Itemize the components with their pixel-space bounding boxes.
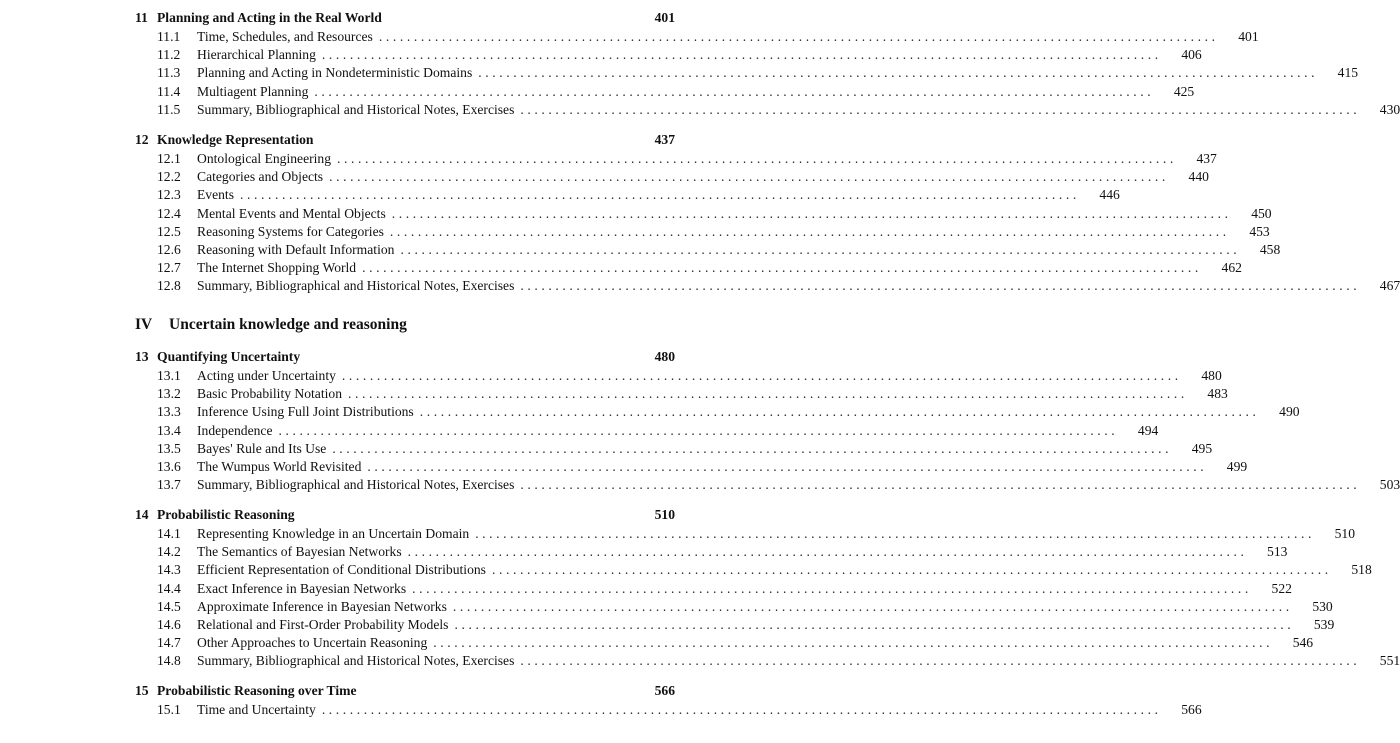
- part-heading: [135, 316, 407, 334]
- section-number: 14.3: [157, 562, 181, 578]
- chapter-page: 510: [654, 507, 675, 522]
- section-entry: [135, 368, 1222, 386]
- section-title: Summary, Bibliographical and Historical Notes, Exercises: [197, 653, 515, 669]
- section-title: Basic Probability Notation: [197, 386, 342, 402]
- section-number: 14.6: [157, 616, 181, 632]
- chapter-number: 15: [135, 683, 149, 698]
- section-number: 14.1: [157, 526, 181, 541]
- section-entry: [135, 223, 1270, 242]
- section-page: 566: [1181, 702, 1202, 717]
- section-entry: [135, 440, 1213, 459]
- section-number: 14.7: [157, 635, 181, 651]
- section-entry: [135, 278, 1400, 296]
- section-number: 13.2: [157, 386, 181, 402]
- chapter-title: Probabilistic Reasoning over Time: [157, 683, 357, 698]
- section-number: 12.1: [157, 151, 181, 166]
- leader-dots: ........................................................................................................................: [321, 702, 1162, 717]
- leader-dots: ........................................................................................................................: [329, 169, 1169, 185]
- section-number: 12.5: [157, 223, 181, 239]
- section-page: 415: [1337, 65, 1359, 81]
- section-title: The Wumpus World Revisited: [197, 458, 362, 474]
- section-page: 440: [1188, 169, 1209, 185]
- section-title: Multiagent Planning: [197, 83, 309, 99]
- section-page: 551: [1379, 653, 1400, 669]
- section-page: 522: [1271, 580, 1292, 596]
- section-number: 12.3: [157, 187, 181, 203]
- section-number: 15.1: [157, 702, 181, 717]
- chapter-14: [135, 507, 1400, 672]
- section-title: Bayes' Rule and Its Use: [197, 440, 327, 456]
- section-page: 503: [1379, 477, 1400, 493]
- section-title: Reasoning with Default Information: [197, 241, 395, 257]
- leader-dots: ........................................................................................................................: [400, 241, 1241, 257]
- leader-dots: ........................................................................................................................: [332, 440, 1173, 456]
- section-entry: [135, 635, 1314, 653]
- chapter-heading: [135, 349, 675, 368]
- leader-dots: ........................................................................................................................: [452, 598, 1293, 614]
- part-number: IV: [135, 316, 153, 333]
- section-page: 518: [1351, 562, 1372, 578]
- leader-dots: ........................................................................................................................: [454, 616, 1295, 632]
- section-title: Summary, Bibliographical and Historical Notes, Exercises: [197, 278, 515, 294]
- section-number: 11.5: [157, 101, 181, 117]
- leader-dots: ........................................................................................................................: [520, 278, 1361, 294]
- section-number: 12.2: [157, 169, 181, 185]
- chapter-title: Probabilistic Reasoning: [157, 507, 295, 522]
- section-page: 530: [1312, 598, 1333, 614]
- section-title: Relational and First-Order Probability Models: [197, 616, 449, 632]
- section-entry: [135, 422, 1159, 441]
- section-entry: [135, 205, 1272, 224]
- section-page: 453: [1249, 223, 1270, 239]
- section-page: 425: [1173, 83, 1195, 99]
- section-title: Exact Inference in Bayesian Networks: [197, 580, 407, 596]
- section-page: 494: [1137, 422, 1159, 438]
- section-title: Approximate Inference in Bayesian Networks: [197, 598, 447, 614]
- chapter-page: 401: [654, 10, 675, 25]
- leader-dots: ........................................................................................................................: [348, 386, 1188, 402]
- section-page: 401: [1238, 29, 1259, 44]
- section-number: 12.4: [157, 205, 181, 221]
- leader-dots: ........................................................................................................................: [314, 83, 1155, 99]
- section-entry: [135, 386, 1228, 404]
- section-number: 12.7: [157, 260, 181, 276]
- section-page: 490: [1279, 404, 1300, 420]
- section-page: 546: [1292, 635, 1314, 651]
- leader-dots: ........................................................................................................................: [433, 635, 1274, 651]
- chapter-number: 11: [135, 10, 148, 25]
- section-number: 11.3: [157, 65, 181, 81]
- section-title: Independence: [197, 422, 273, 438]
- leader-dots: ........................................................................................................................: [367, 458, 1208, 474]
- section-title: The Semantics of Bayesian Networks: [197, 544, 402, 560]
- section-entry: [135, 187, 1120, 205]
- leader-dots: ........................................................................................................................: [491, 562, 1332, 578]
- section-page: 458: [1259, 241, 1281, 257]
- leader-dots: ........................................................................................................................: [278, 422, 1119, 438]
- chapter-heading: [135, 683, 675, 702]
- section-entry: [135, 702, 1202, 720]
- section-number: 13.1: [157, 368, 181, 383]
- chapter-number: 12: [135, 132, 149, 147]
- section-title: Efficient Representation of Conditional Distributions: [197, 562, 486, 578]
- section-title: Time and Uncertainty: [197, 702, 316, 717]
- section-entry: [135, 598, 1333, 617]
- chapter-page: 566: [654, 683, 675, 698]
- section-number: 13.7: [157, 477, 181, 493]
- section-page: 437: [1196, 151, 1217, 166]
- leader-dots: ........................................................................................................................: [520, 653, 1361, 669]
- section-title: Time, Schedules, and Resources: [197, 29, 373, 44]
- leader-dots: ........................................................................................................................: [419, 404, 1260, 420]
- section-page: 430: [1379, 101, 1400, 117]
- section-entry: [135, 260, 1242, 278]
- leader-dots: ........................................................................................................................: [412, 580, 1252, 596]
- section-page: 539: [1313, 616, 1335, 632]
- leader-dots: ........................................................................................................................: [475, 526, 1315, 541]
- leader-dots: ........................................................................................................................: [407, 544, 1248, 560]
- section-number: 14.4: [157, 580, 181, 596]
- section-number: 14.8: [157, 653, 181, 669]
- section-number: 14.5: [157, 598, 181, 614]
- section-entry: [135, 562, 1372, 580]
- section-title: The Internet Shopping World: [197, 260, 357, 276]
- section-page: 499: [1226, 458, 1248, 474]
- leader-dots: ........................................................................................................................: [362, 260, 1202, 276]
- section-number: 14.2: [157, 544, 181, 560]
- chapter-heading: [135, 10, 675, 29]
- section-entry: [135, 477, 1400, 495]
- section-entry: [135, 65, 1359, 83]
- chapter-heading: [135, 507, 675, 526]
- section-entry: [135, 544, 1288, 562]
- chapter-page: 480: [654, 349, 675, 364]
- leader-dots: ........................................................................................................................: [337, 151, 1177, 166]
- section-title: Categories and Objects: [197, 169, 324, 185]
- section-title: Representing Knowledge in an Uncertain Domain: [197, 526, 470, 541]
- chapter-title: Knowledge Representation: [157, 132, 314, 147]
- section-entry: [135, 83, 1195, 102]
- leader-dots: ........................................................................................................................: [478, 65, 1319, 81]
- section-entry: [135, 101, 1400, 120]
- leader-dots: ........................................................................................................................: [240, 187, 1080, 203]
- section-page: 446: [1099, 187, 1120, 203]
- section-title: Planning and Acting in Nondeterministic Domains: [197, 65, 473, 81]
- section-title: Ontological Engineering: [197, 151, 332, 166]
- section-entry: [135, 169, 1209, 187]
- section-entry: [135, 47, 1202, 65]
- chapter-15: [135, 683, 1202, 720]
- leader-dots: ........................................................................................................................: [520, 477, 1361, 493]
- section-page: 510: [1334, 526, 1355, 541]
- leader-dots: ........................................................................................................................: [520, 101, 1361, 117]
- chapter-number: 13: [135, 349, 149, 364]
- section-title: Summary, Bibliographical and Historical Notes, Exercises: [197, 477, 515, 493]
- section-number: 12.6: [157, 241, 181, 257]
- section-entry: [135, 580, 1292, 599]
- section-title: Events: [197, 187, 234, 203]
- section-number: 13.3: [157, 404, 181, 420]
- section-title: Acting under Uncertainty: [197, 368, 336, 383]
- section-number: 13.6: [157, 458, 181, 474]
- section-entry: [135, 616, 1335, 635]
- section-entry: [135, 404, 1300, 422]
- leader-dots: ........................................................................................................................: [389, 223, 1230, 239]
- section-page: 450: [1251, 205, 1272, 221]
- chapter-13: [135, 349, 1400, 495]
- section-entry: [135, 458, 1248, 477]
- leader-dots: ........................................................................................................................: [391, 205, 1232, 221]
- leader-dots: ........................................................................................................................: [378, 29, 1219, 44]
- section-number: 13.5: [157, 440, 181, 456]
- chapter-number: 14: [135, 507, 149, 522]
- chapter-page: 437: [654, 132, 675, 147]
- section-entry: [135, 151, 1217, 169]
- section-number: 12.8: [157, 278, 181, 294]
- section-title: Reasoning Systems for Categories: [197, 223, 384, 239]
- section-number: 11.1: [157, 29, 181, 44]
- section-page: 406: [1181, 47, 1202, 63]
- section-page: 480: [1201, 368, 1222, 383]
- chapter-heading: [135, 132, 675, 151]
- chapter-title: Quantifying Uncertainty: [157, 349, 301, 364]
- section-title: Other Approaches to Uncertain Reasoning: [197, 635, 428, 651]
- section-title: Mental Events and Mental Objects: [197, 205, 386, 221]
- section-page: 467: [1379, 278, 1400, 294]
- section-page: 513: [1267, 544, 1288, 560]
- chapter-11: [135, 10, 1400, 120]
- section-page: 495: [1191, 440, 1213, 456]
- leader-dots: ........................................................................................................................: [341, 368, 1182, 383]
- chapter-12: [135, 132, 1400, 297]
- section-entry: [135, 526, 1355, 544]
- section-title: Inference Using Full Joint Distributions: [197, 404, 414, 420]
- section-entry: [135, 241, 1281, 260]
- section-number: 11.2: [157, 47, 181, 63]
- section-number: 13.4: [157, 422, 181, 438]
- section-title: Summary, Bibliographical and Historical Notes, Exercises: [197, 101, 515, 117]
- section-entry: [135, 29, 1259, 47]
- section-entry: [135, 653, 1400, 671]
- section-page: 462: [1221, 260, 1242, 276]
- part-title: Uncertain knowledge and reasoning: [169, 316, 407, 333]
- section-page: 483: [1207, 386, 1228, 402]
- section-title: Hierarchical Planning: [197, 47, 316, 63]
- chapter-title: Planning and Acting in the Real World: [157, 10, 382, 25]
- section-number: 11.4: [157, 83, 181, 99]
- leader-dots: ........................................................................................................................: [321, 47, 1162, 63]
